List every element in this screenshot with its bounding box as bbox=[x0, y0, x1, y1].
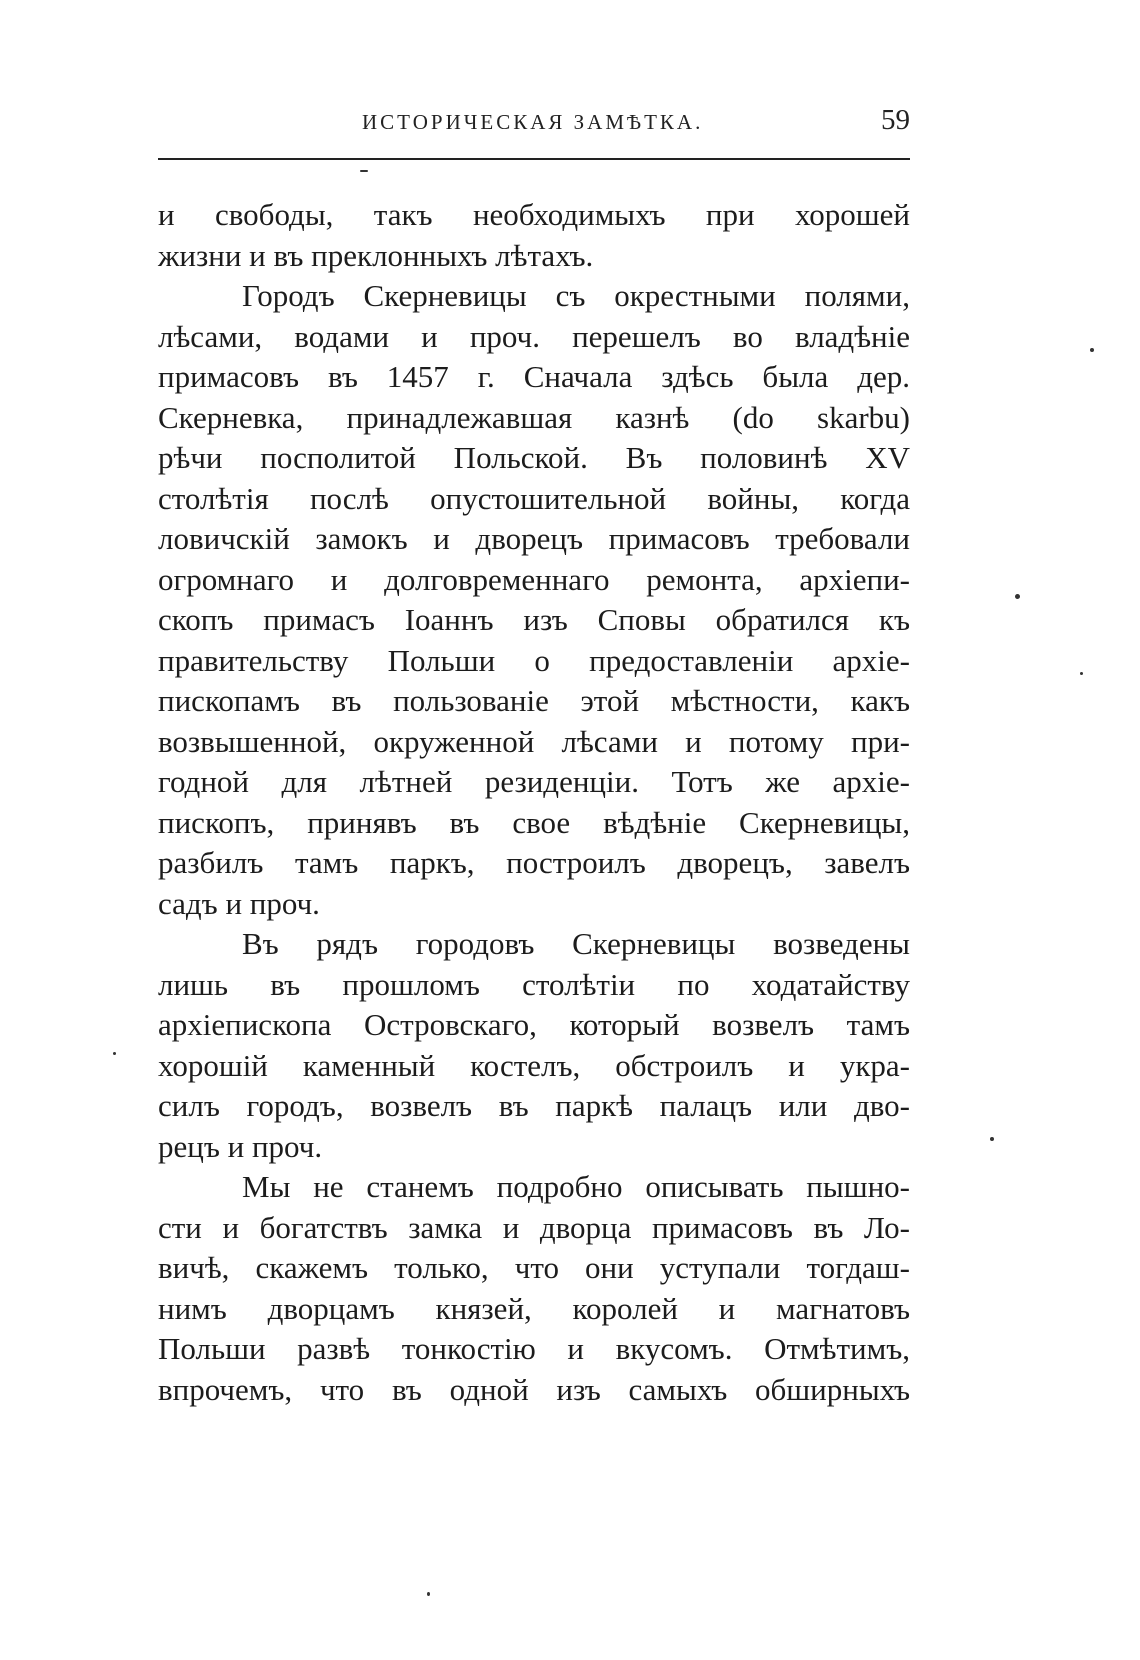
text-line: и свободы, такъ необходимыхъ при хорошей bbox=[158, 197, 910, 232]
text-line: Польши развѣ тонкостію и вкусомъ. Отмѣтимъ, bbox=[158, 1331, 910, 1366]
text-line: хорошій каменный костелъ, обстроилъ и укра- bbox=[158, 1047, 910, 1083]
text-line: рецъ и проч. bbox=[158, 1128, 323, 1164]
text-line: скопъ примасъ Іоаннъ изъ Cповы обратился къ bbox=[158, 602, 910, 637]
text-line: Въ рядъ городовъ Скерневицы возведены bbox=[242, 926, 910, 961]
text-line: жизни и въ преклонныхъ лѣтахъ. bbox=[158, 237, 594, 273]
scan-speck bbox=[990, 1137, 994, 1141]
text-line: садъ и проч. bbox=[158, 885, 320, 921]
text-line: годной для лѣтней резиденціи. Тотъ же архіе- bbox=[158, 764, 910, 799]
scan-speck bbox=[360, 170, 368, 172]
body-text bbox=[158, 195, 910, 1410]
text-line: лѣсами, водами и проч. перешелъ во владѣніе bbox=[158, 318, 910, 354]
text-line: примасовъ въ 1457 г. Сначала здѣсь была дер. bbox=[158, 359, 910, 394]
scan-speck bbox=[1090, 348, 1094, 352]
scan-speck bbox=[113, 1052, 116, 1055]
text-line: архіепископа Островскаго, который возвелъ тамъ bbox=[158, 1007, 910, 1042]
text-line: нимъ дворцамъ князей, королей и магнатовъ bbox=[158, 1290, 910, 1326]
text-line: сти и богатствъ замка и дворца примасовъ въ Ло- bbox=[158, 1209, 910, 1245]
text-line: рѣчи посполитой Польской. Въ половинѣ XV bbox=[158, 440, 910, 475]
text-line: Мы не станемъ подробно описывать пышно- bbox=[242, 1169, 910, 1204]
text-line: пископъ, принявъ въ свое вѣдѣніе Скерневицы, bbox=[158, 804, 910, 840]
text-line: правительству Польши о предоставленіи архіе- bbox=[158, 642, 910, 678]
text-line: столѣтія послѣ опустошительной войны, когда bbox=[158, 480, 910, 516]
text-line: впрочемъ, что въ одной изъ самыхъ обширныхъ bbox=[158, 1371, 910, 1407]
text-line: ловичскій замокъ и дворецъ примасовъ требовали bbox=[158, 521, 910, 556]
text-line: лишь въ прошломъ столѣтіи по ходатайству bbox=[158, 966, 910, 1002]
header-rule bbox=[158, 158, 910, 160]
scan-speck bbox=[1015, 594, 1020, 599]
text-line: пископамъ въ пользованіе этой мѣстности, какъ bbox=[158, 683, 910, 718]
text-line: огромнаго и долговременнаго ремонта, архіепи- bbox=[158, 561, 910, 597]
scan-speck bbox=[427, 1592, 430, 1596]
page-header bbox=[158, 104, 910, 144]
text-line: возвышенной, окруженной лѣсами и потому при- bbox=[158, 723, 910, 759]
scan-speck bbox=[1080, 672, 1083, 675]
text-line: разбилъ тамъ паркъ, построилъ дворецъ, завелъ bbox=[158, 845, 910, 880]
page-number: 59 bbox=[881, 104, 910, 136]
text-line: Скерневка, принадлежавшая казнѣ (do skarbu) bbox=[158, 399, 910, 435]
text-line: вичѣ, скажемъ только, что они уступали тогдаш- bbox=[158, 1250, 910, 1285]
text-line: силъ городъ, возвелъ въ паркѣ палацъ или дво- bbox=[158, 1088, 910, 1123]
text-line: Городъ Скерневицы съ окрестными полями, bbox=[242, 278, 910, 313]
running-head: ИСТОРИЧЕСКАЯ ЗАМѢТКА. bbox=[362, 110, 704, 134]
